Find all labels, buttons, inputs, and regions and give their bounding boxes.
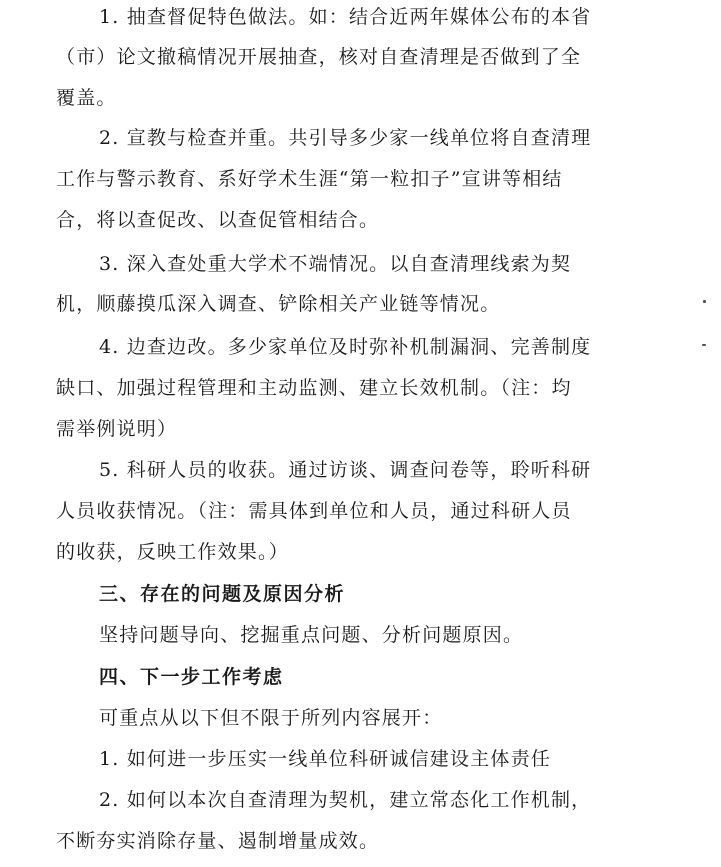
section-4-item-1: 1. 如何进一步压实一线单位科研诚信建设主体责任 (99, 748, 551, 770)
paragraph-5-line-2: 人员收获情况。（注：需具体到单位和人员，通过科研人员 (56, 500, 572, 522)
section-heading-4: 四、下一步工作考虑 (99, 666, 284, 688)
scan-speck-mark (703, 300, 706, 303)
paragraph-3-line-2: 机，顺藤摸瓜深入调查、铲除相关产业链等情况。 (56, 293, 501, 315)
paragraph-2-line-2: 工作与警示教育、系好学术生涯“第一粒扣子”宣讲等相结 (56, 168, 563, 190)
section-3-body: 坚持问题导向、挖掘重点问题、分析问题原因。 (99, 624, 524, 646)
section-4-intro: 可重点从以下但不限于所列内容展开： (99, 707, 443, 729)
paragraph-4-line-1: 4. 边查边改。多少家单位及时弥补机制漏洞、完善制度 (99, 336, 592, 358)
paragraph-3-line-1: 3. 深入查处重大学术不端情况。以自查清理线索为契 (99, 253, 572, 275)
scan-dash-mark (702, 344, 706, 346)
paragraph-1-line-1: 1. 抽查督促特色做法。如：结合近两年媒体公布的本省 (99, 6, 592, 28)
paragraph-4-line-3: 需举例说明） (56, 418, 178, 440)
section-heading-3: 三、存在的问题及原因分析 (99, 583, 346, 605)
paragraph-1-line-2: （市）论文撤稿情况开展抽查，核对自查清理是否做到了全 (56, 46, 582, 68)
paragraph-4-line-2: 缺口、加强过程管理和主动监测、建立长效机制。（注：均 (56, 377, 572, 399)
paragraph-5-line-3: 的收获，反映工作效果。） (56, 541, 289, 563)
paragraph-1-line-3: 覆盖。 (56, 87, 117, 109)
section-4-item-2-line-1: 2. 如何以本次自查清理为契机，建立常态化工作机制， (99, 789, 592, 811)
paragraph-2-line-3: 合，将以查促改、以查促管相结合。 (56, 209, 380, 231)
paragraph-5-line-1: 5. 科研人员的收获。通过访谈、调查问卷等，聆听科研 (99, 459, 592, 481)
paragraph-2-line-1: 2. 宣教与检查并重。共引导多少家一线单位将自查清理 (99, 127, 592, 149)
section-4-item-2-line-2: 不断夯实消除存量、遏制增量成效。 (56, 830, 380, 852)
